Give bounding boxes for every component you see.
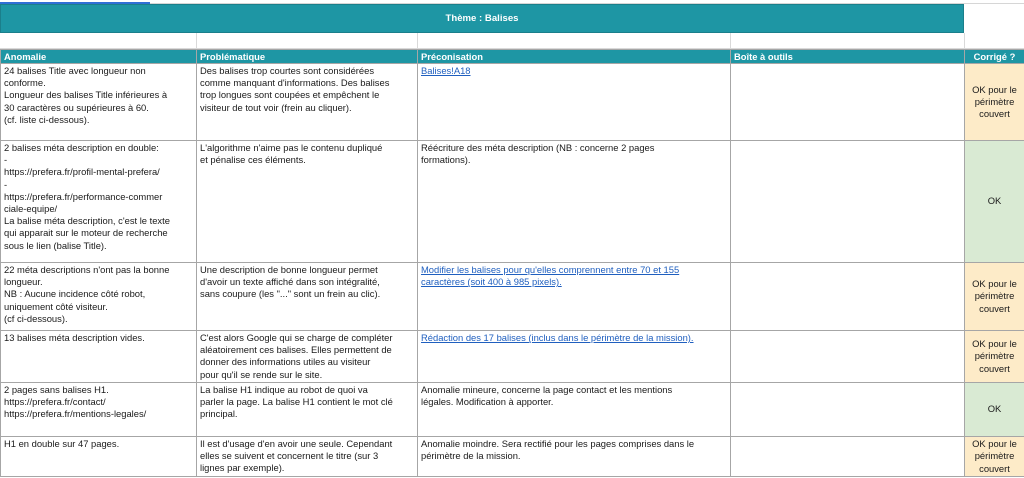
empty-row-gridline bbox=[0, 33, 1024, 49]
table-row bbox=[1, 437, 1024, 477]
cell-preconisation-text: Réécriture des méta description (NB : concerne 2 pages bbox=[421, 142, 655, 153]
cell-problematique[interactable] bbox=[197, 331, 418, 383]
cell-anomalie-text: https://prefera.fr/contact/ bbox=[4, 396, 106, 408]
table-row bbox=[1, 383, 1024, 437]
cell-boite-a-outils[interactable] bbox=[731, 64, 965, 141]
cell-preconisation[interactable] bbox=[418, 437, 731, 477]
cell-anomalie[interactable] bbox=[1, 437, 197, 477]
cell-problematique[interactable] bbox=[197, 383, 418, 437]
cell-corrige[interactable] bbox=[965, 437, 1024, 477]
cell-anomalie-text: NB : Aucune incidence côté robot, bbox=[4, 288, 146, 300]
table-row bbox=[1, 331, 1024, 383]
cell-problematique-text: donner des informations utiles au visiteur bbox=[200, 356, 371, 368]
preconisation-link[interactable]: Modifier les balises pour qu'elles comprennent entre 70 et 155 bbox=[421, 264, 680, 275]
cell-anomalie-text: qui apparait sur le moteur de recherche bbox=[4, 227, 168, 239]
cell-corrige-text: couvert bbox=[979, 108, 1010, 120]
cell-preconisation[interactable] bbox=[418, 383, 731, 437]
cell-corrige-text: OK pour le bbox=[972, 278, 1017, 290]
cell-boite-a-outils[interactable] bbox=[731, 331, 965, 383]
cell-corrige-text: couvert bbox=[979, 362, 1010, 374]
cell-preconisation[interactable] bbox=[418, 141, 731, 263]
cell-anomalie-text: La balise méta description, c'est le texte bbox=[4, 215, 170, 227]
preconisation-link[interactable]: Balises!A18 bbox=[421, 65, 471, 76]
cell-problematique-text: d'avoir un texte affiché dans son intégralité, bbox=[200, 276, 380, 288]
empty-cell-divider bbox=[730, 33, 731, 49]
cell-anomalie-text: 13 balises méta description vides. bbox=[4, 332, 145, 343]
cell-anomalie-text: 22 méta descriptions n'ont pas la bonne bbox=[4, 264, 170, 275]
cell-preconisation-text: légales. Modification à apporter. bbox=[421, 396, 554, 408]
cell-problematique-text: sans coupure (les "..." sont un frein au clic). bbox=[200, 288, 381, 300]
cell-boite-a-outils[interactable] bbox=[731, 437, 965, 477]
table-row bbox=[1, 263, 1024, 331]
cell-corrige[interactable] bbox=[965, 263, 1024, 331]
cell-boite-a-outils[interactable] bbox=[731, 141, 965, 263]
cell-problematique-text: elles se suivent et concernent le titre (sur 3 bbox=[200, 450, 379, 462]
cell-anomalie[interactable] bbox=[1, 383, 197, 437]
cell-problematique-text: principal. bbox=[200, 408, 238, 420]
cell-anomalie[interactable] bbox=[1, 263, 197, 331]
cell-anomalie-text: 2 pages sans balises H1. bbox=[4, 384, 109, 395]
cell-corrige-text: périmètre bbox=[974, 290, 1015, 302]
cell-anomalie-text: uniquement côté visiteur. bbox=[4, 300, 108, 312]
cell-problematique-text: parler la page. La balise H1 contient le mot clé bbox=[200, 396, 393, 408]
cell-anomalie[interactable] bbox=[1, 64, 197, 141]
header-row bbox=[1, 50, 1024, 64]
cell-anomalie-text: Longueur des balises Title inférieures à bbox=[4, 89, 168, 101]
header-corrige[interactable]: Corrigé ? bbox=[965, 50, 1024, 64]
cell-anomalie-text: ciale-equipe/ bbox=[4, 203, 58, 215]
cell-anomalie-text: 30 caractères ou supérieures à 60. bbox=[4, 101, 149, 113]
cell-problematique-text: trop longues sont coupées et empêchent le bbox=[200, 89, 380, 101]
cell-problematique-text: La balise H1 indique au robot de quoi va bbox=[200, 384, 368, 395]
audit-table bbox=[0, 49, 1024, 477]
preconisation-link[interactable]: Rédaction des 17 balises (inclus dans le périmètre de la mission). bbox=[421, 332, 694, 343]
cell-problematique-text: Des balises trop courtes sont considérées bbox=[200, 65, 375, 76]
cell-anomalie[interactable] bbox=[1, 141, 197, 263]
cell-preconisation-text: périmètre de la mission. bbox=[421, 450, 521, 462]
cell-anomalie-text: H1 en double sur 47 pages. bbox=[4, 438, 120, 449]
cell-anomalie-text: 2 balises méta description en double: bbox=[4, 142, 159, 153]
cell-anomalie-text: 24 balises Title avec longueur non bbox=[4, 65, 146, 76]
cell-problematique[interactable] bbox=[197, 437, 418, 477]
cell-anomalie-text: (cf ci-dessous). bbox=[4, 312, 68, 324]
cell-corrige-text: OK pour le bbox=[972, 438, 1017, 450]
cell-boite-a-outils[interactable] bbox=[731, 263, 965, 331]
theme-title: Thème : Balises bbox=[445, 13, 519, 24]
cell-anomalie-text: - bbox=[4, 178, 8, 190]
cell-corrige-text: OK bbox=[987, 403, 1002, 415]
cell-corrige[interactable] bbox=[965, 141, 1024, 263]
header-problematique[interactable]: Problématique bbox=[197, 50, 418, 64]
cell-anomalie-text: (cf. liste ci-dessous). bbox=[4, 113, 90, 125]
cell-problematique-text: lignes par exemple). bbox=[200, 462, 285, 474]
header-anomalie[interactable]: Anomalie bbox=[1, 50, 197, 64]
cell-anomalie[interactable] bbox=[1, 331, 197, 383]
header-boite-a-outils[interactable]: Boîte à outils bbox=[731, 50, 965, 64]
cell-boite-a-outils[interactable] bbox=[731, 383, 965, 437]
preconisation-link[interactable]: caractères (soit 400 à 985 pixels). bbox=[421, 276, 562, 288]
cell-corrige-text: OK pour le bbox=[972, 83, 1017, 95]
cell-problematique-text: Une description de bonne longueur permet bbox=[200, 264, 378, 275]
cell-anomalie-text: https://prefera.fr/performance-commer bbox=[4, 190, 163, 202]
cell-corrige-text: périmètre bbox=[974, 95, 1015, 107]
cell-problematique-text: visiteur de tout voir (frein au cliquer). bbox=[200, 101, 352, 113]
cell-anomalie-text: - bbox=[4, 154, 8, 166]
cell-corrige[interactable] bbox=[965, 383, 1024, 437]
cell-corrige-text: couvert bbox=[979, 462, 1010, 474]
cell-problematique-text: pour qu'il se rende sur le site. bbox=[200, 368, 323, 380]
cell-problematique-text: Il est d'usage d'en avoir une seule. Cependant bbox=[200, 438, 393, 449]
cell-problematique-text: L'algorithme n'aime pas le contenu dupliqué bbox=[200, 142, 383, 153]
cell-anomalie-text: longueur. bbox=[4, 276, 43, 288]
cell-corrige[interactable] bbox=[965, 64, 1024, 141]
cell-problematique[interactable] bbox=[197, 141, 418, 263]
cell-preconisation-text: formations). bbox=[421, 154, 471, 166]
cell-preconisation-text: Anomalie moindre. Sera rectifié pour les pages comprises dans le bbox=[421, 438, 695, 449]
cell-problematique-text: C'est alors Google qui se charge de compléter bbox=[200, 332, 393, 343]
empty-cell-divider bbox=[964, 33, 965, 49]
empty-cell-divider bbox=[196, 33, 197, 49]
header-preconisation[interactable]: Préconisation bbox=[418, 50, 731, 64]
table-row bbox=[1, 141, 1024, 263]
cell-corrige-text: périmètre bbox=[974, 350, 1015, 362]
empty-cell-divider bbox=[417, 33, 418, 49]
cell-anomalie-text: sous le lien (balise Title). bbox=[4, 239, 107, 251]
cell-problematique-text: comme manquant d'informations. Des balises bbox=[200, 77, 390, 89]
cell-corrige-text: OK pour le bbox=[972, 338, 1017, 350]
cell-anomalie-text: https://prefera.fr/profil-mental-prefera/ bbox=[4, 166, 160, 178]
cell-preconisation[interactable] bbox=[418, 263, 731, 331]
table-row bbox=[1, 64, 1024, 141]
cell-problematique[interactable] bbox=[197, 64, 418, 141]
cell-corrige-text: OK bbox=[987, 195, 1002, 207]
cell-problematique-text: aléatoirement ces balises. Elles permettent de bbox=[200, 344, 392, 356]
cell-preconisation-text: Anomalie mineure, concerne la page contact et les mentions bbox=[421, 384, 673, 395]
cell-anomalie-text: https://prefera.fr/mentions-legales/ bbox=[4, 408, 147, 420]
cell-corrige-text: couvert bbox=[979, 302, 1010, 314]
theme-banner[interactable] bbox=[0, 4, 964, 33]
cell-problematique-text: et pénalise ces éléments. bbox=[200, 154, 306, 166]
cell-preconisation[interactable] bbox=[418, 64, 731, 141]
cell-anomalie-text: conforme. bbox=[4, 77, 46, 89]
cell-corrige[interactable] bbox=[965, 331, 1024, 383]
cell-corrige-text: périmètre bbox=[974, 450, 1015, 462]
cell-problematique[interactable] bbox=[197, 263, 418, 331]
cell-preconisation[interactable] bbox=[418, 331, 731, 383]
